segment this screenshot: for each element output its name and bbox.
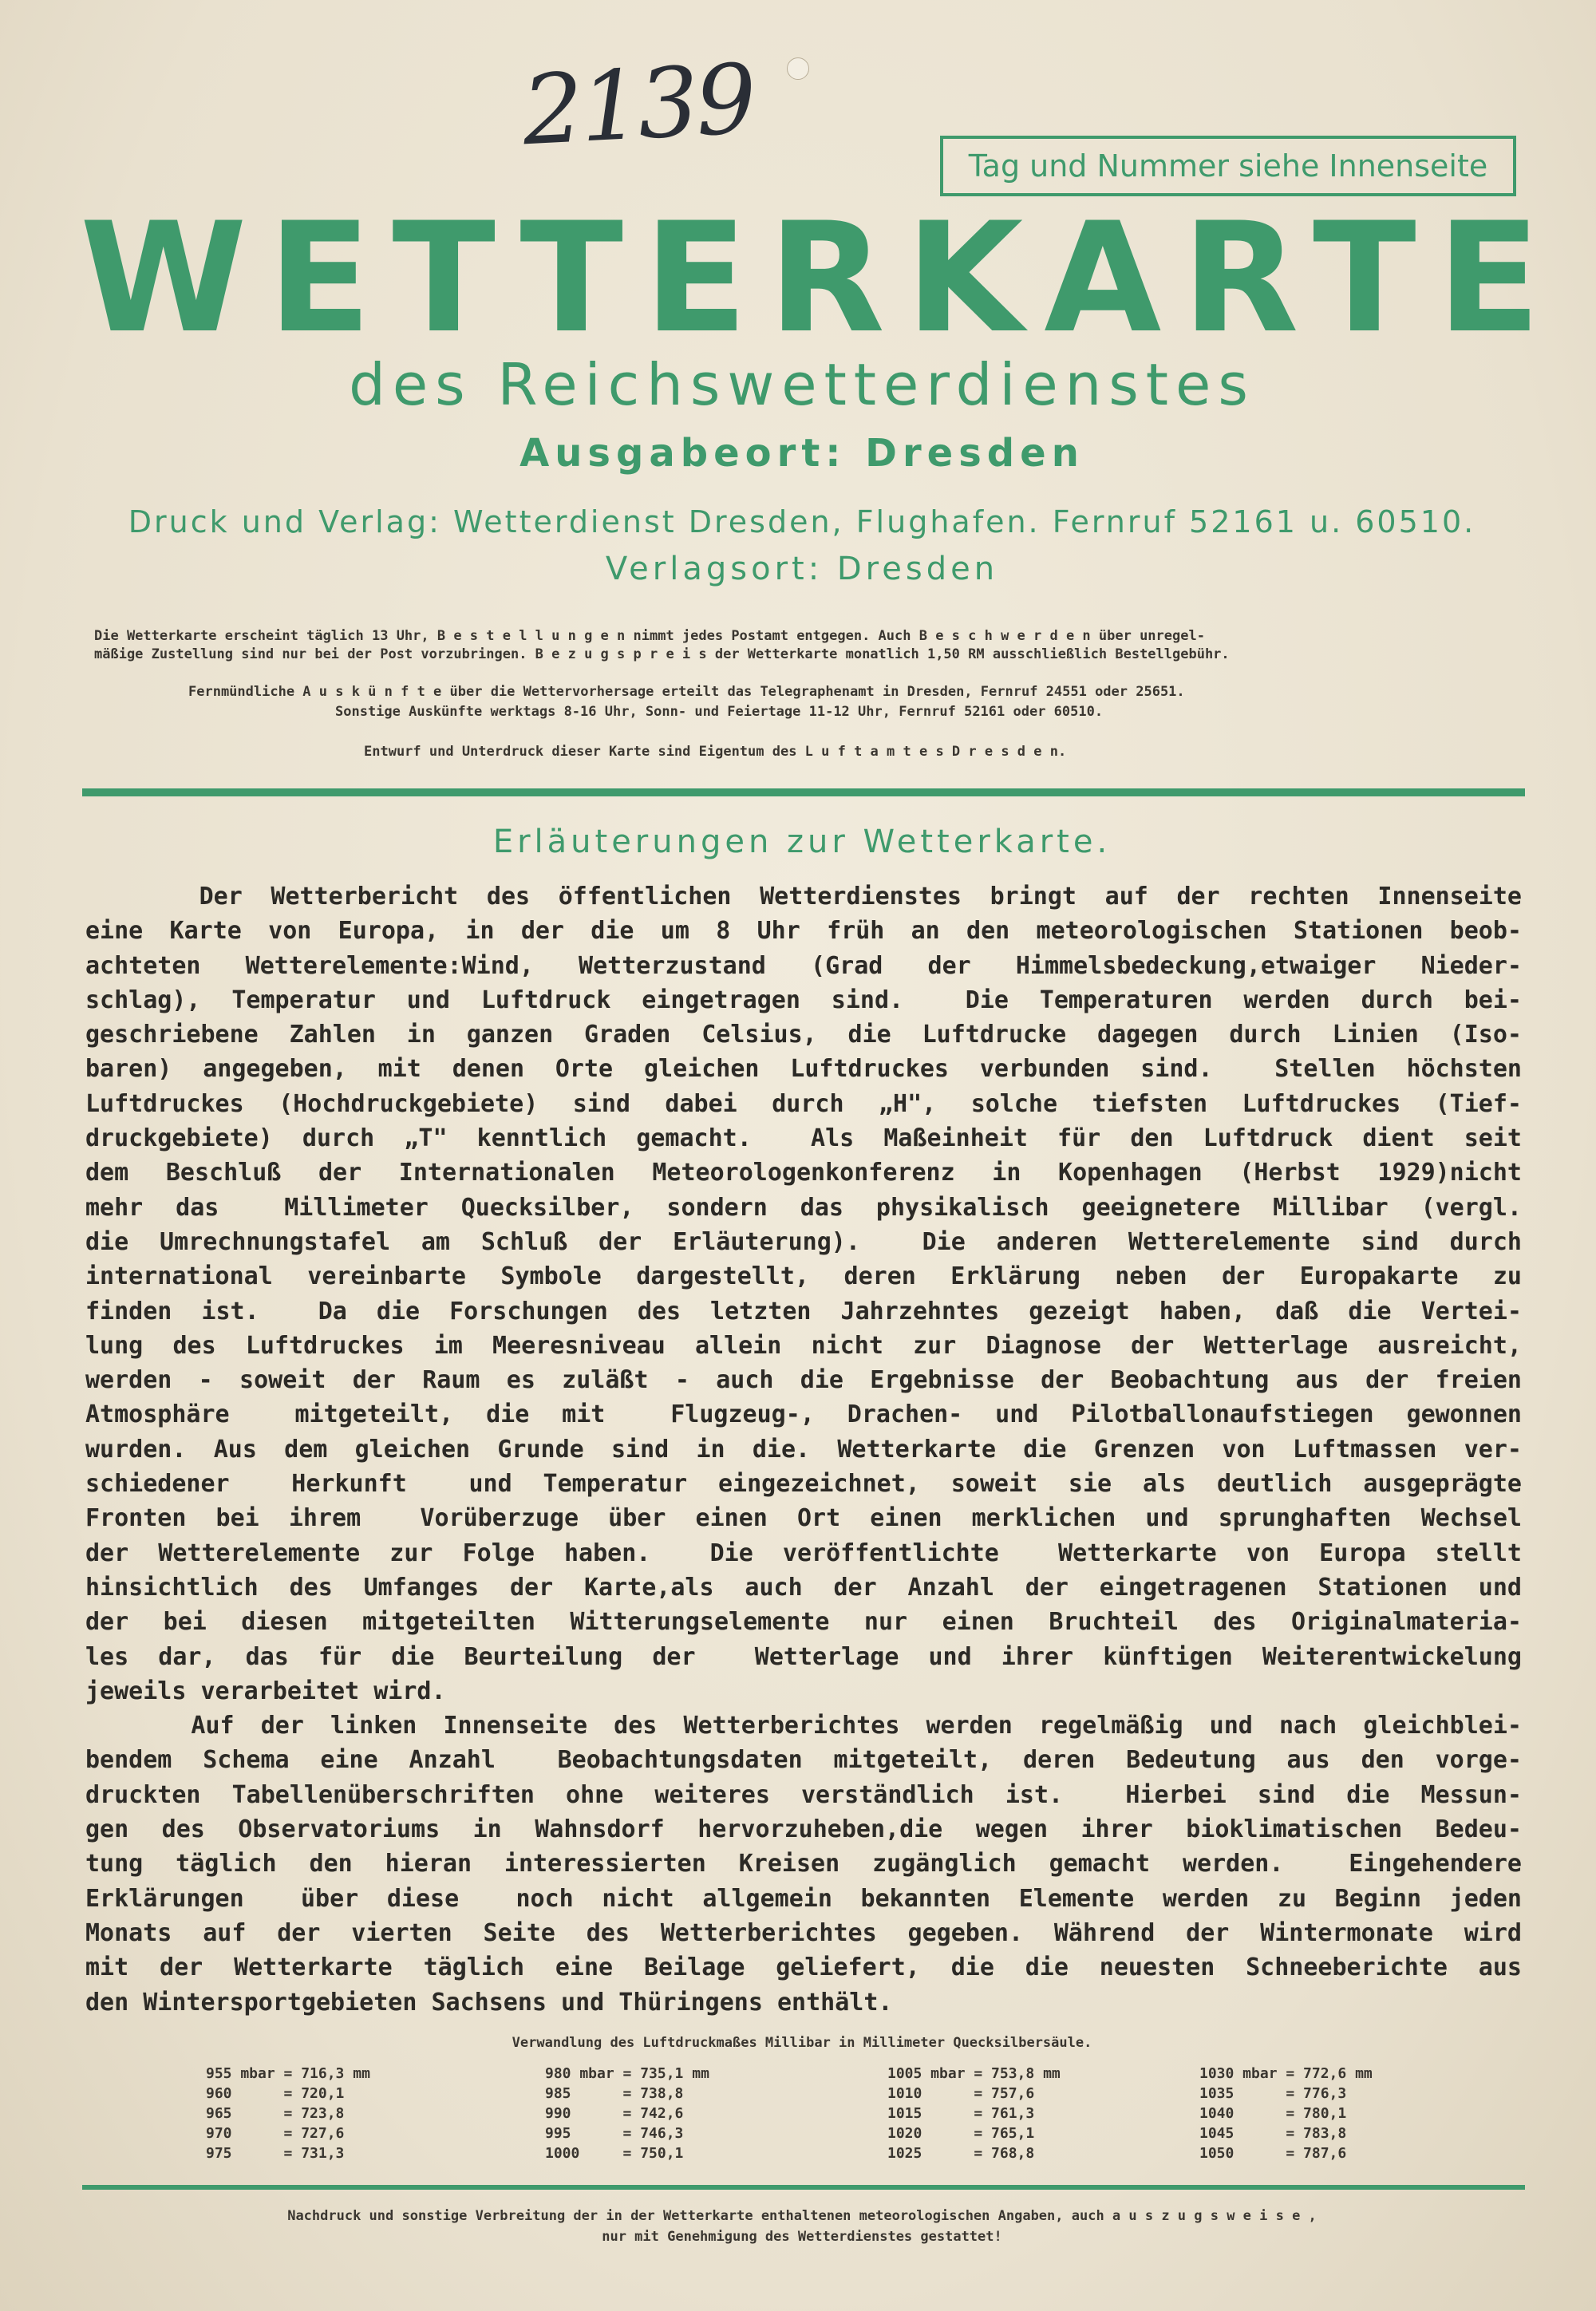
conversion-column-3 [887, 2065, 1061, 2165]
body-line: bendem Schema eine Anzahl Beobachtungsdaten mitgeteilt, deren Bedeutung aus den vorge- [85, 1746, 1522, 1775]
conversion-row: 980 mbar = 735,1 mm [545, 2065, 709, 2082]
body-line: finden ist. Da die Forschungen des letzten Jahrzehntes gezeigt haben, daß die Vertei- [85, 1297, 1522, 1325]
body-line: druckten Tabellenüberschriften ohne weiteres verständlich ist. Hierbei sind die Messun- [85, 1780, 1522, 1809]
conversion-column-4 [1199, 2065, 1373, 2165]
body-line: den Wintersportgebieten Sachsens und Thüringens enthält. [85, 1988, 893, 2017]
body-line: druckgebiete) durch „T" kenntlich gemacht. Als Maßeinheit für den Luftdruck dient seit [85, 1124, 1522, 1153]
body-line: Luftdruckes (Hochdruckgebiete) sind dabei durch „H", solche tiefsten Luftdruckes (Tief- [85, 1089, 1522, 1118]
body-line: Der Wetterbericht des öffentlichen Wetterdienstes bringt auf der rechten Innenseite [85, 883, 1522, 911]
body-line: hinsichtlich des Umfanges der Karte,als auch der Anzahl der eingetragenen Stationen und [85, 1573, 1522, 1602]
body-line: dem Beschluß der Internationalen Meteorologenkonferenz in Kopenhagen (Herbst 1929)nicht [85, 1159, 1522, 1187]
conversion-row: 955 mbar = 716,3 mm [206, 2065, 370, 2082]
body-line: baren) angegeben, mit denen Orte gleichen Luftdruckes verbunden sind. Stellen höchsten [85, 1055, 1522, 1084]
body-line: Auf der linken Innenseite des Wetterberichtes werden regelmäßig und nach gleichblei- [85, 1712, 1522, 1740]
footer-line-2: nur mit Genehmigung des Wetterdienstes gestattet! [602, 2229, 1002, 2245]
masthead-title: WETTERKARTE [80, 190, 1562, 366]
conversion-row: 1020 = 765,1 [887, 2125, 1035, 2142]
explanation-text [85, 879, 1522, 2020]
body-line: Monats auf der vierten Seite des Wetterberichtes gegeben. Während der Wintermonate wird [85, 1918, 1522, 1947]
body-line: Erklärungen über diese noch nicht allgemein bekannten Elemente werden zu Beginn jeden [85, 1884, 1522, 1913]
body-line: werden - soweit der Raum es zuläßt - auch die Ergebnisse der Beobachtung aus der freien [85, 1366, 1522, 1395]
footer-line-1: Nachdruck und sonstige Verbreitung der in der Wetterkarte enthaltenen meteorologischen Angaben, auch a u s z u g s w e i s e , [287, 2208, 1317, 2224]
body-line: der Wetterelemente zur Folge haben. Die veröffentlichte Wetterkarte von Europa stellt [85, 1539, 1522, 1567]
body-line: eine Karte von Europa, in der die um 8 Uhr früh an den meteorologischen Stationen beob- [85, 917, 1522, 946]
body-line: die Umrechnungstafel am Schluß der Erläuterung). Die anderen Wetterelemente sind durch [85, 1227, 1522, 1256]
body-line: lung des Luftdruckes im Meeresniveau allein nicht zur Diagnose der Wetterlage ausreicht, [85, 1331, 1522, 1360]
verlagsort: Verlagsort: Dresden [605, 551, 999, 587]
body-line: schlag), Temperatur und Luftdruck eingetragen sind. Die Temperaturen werden durch bei- [85, 986, 1522, 1014]
conversion-table-title: Verwandlung des Luftdruckmaßes Millibar in Millimeter Quecksilbersäule. [512, 2035, 1092, 2051]
conversion-row: 995 = 746,3 [545, 2125, 684, 2142]
body-line: Atmosphäre mitgeteilt, die mit Flugzeug-, Drachen- und Pilotballonaufstiegen gewonnen [85, 1400, 1522, 1429]
body-line: les dar, das für die Beurteilung der Wetterlage und ihrer künftigen Weiterentwickelung [85, 1642, 1522, 1671]
notice-line-2: mäßige Zustellung sind nur bei der Post vorzubringen. B e z u g s p r e i s der Wetterkarte monatlich 1,50 RM ausschließlich Bestellgebühr. [94, 646, 1230, 662]
divider-bottom [82, 2185, 1525, 2190]
copyright-footer [80, 2206, 1524, 2247]
body-line: geschriebene Zahlen in ganzen Graden Celsius, die Luftdrucke dagegen durch Linien (Iso- [85, 1021, 1522, 1049]
conversion-row: 965 = 723,8 [206, 2105, 345, 2122]
divider-top [82, 788, 1525, 796]
conversion-row: 960 = 720,1 [206, 2085, 345, 2102]
body-line: international vereinbarte Symbole dargestellt, deren Erklärung neben der Europakarte zu [85, 1262, 1522, 1291]
conversion-row: 1025 = 768,8 [887, 2145, 1035, 2162]
notice-line-3: Fernmündliche A u s k ü n f t e über die Wettervorhersage erteilt das Telegraphenamt in Dresden, Fernruf 24551 oder 25651. [188, 684, 1185, 700]
masthead-subtitle: des Reichswetterdienstes [349, 351, 1255, 418]
body-line: wurden. Aus dem gleichen Grunde sind in die. Wetterkarte die Grenzen von Luftmassen ver- [85, 1435, 1522, 1464]
body-line: der bei diesen mitgeteilten Witterungselemente nur einen Bruchteil des Originalmateria- [85, 1608, 1522, 1637]
body-line: mehr das Millimeter Quecksilber, sondern das physikalisch geeignetere Millibar (vergl. [85, 1193, 1522, 1222]
punch-hole [787, 57, 809, 80]
body-line: jeweils verarbeitet wird. [85, 1677, 446, 1705]
body-line: Fronten bei ihrem Vorüberzuge über einen Ort einen merklichen und sprunghaften Wechsel [85, 1504, 1522, 1533]
conversion-row: 1015 = 761,3 [887, 2105, 1035, 2122]
body-line: gen des Observatoriums in Wahnsdorf hervorzuheben,die wegen ihrer bioklimatischen Bedeu- [85, 1815, 1522, 1844]
conversion-row: 1005 mbar = 753,8 mm [887, 2065, 1061, 2082]
notice-line-5: Entwurf und Unterdruck dieser Karte sind Eigentum des L u f t a m t e s D r e s d e n. [364, 744, 1067, 760]
conversion-row: 1010 = 757,6 [887, 2085, 1035, 2102]
conversion-row: 985 = 738,8 [545, 2085, 684, 2102]
body-line: achteten Wetterelemente:Wind, Wetterzustand (Grad der Himmelsbedeckung,etwaiger Nieder- [85, 951, 1522, 980]
conversion-row: 970 = 727,6 [206, 2125, 345, 2142]
conversion-row: 1035 = 776,3 [1199, 2085, 1347, 2102]
notice-line-4: Sonstige Auskünfte werktags 8-16 Uhr, Sonn- und Feiertage 11-12 Uhr, Fernruf 52161 oder 60510. [335, 704, 1104, 720]
conversion-column-1 [206, 2065, 370, 2165]
conversion-row: 1040 = 780,1 [1199, 2105, 1347, 2122]
body-line: mit der Wetterkarte täglich eine Beilage geliefert, die die neuesten Schneeberichte aus [85, 1953, 1522, 1982]
publisher-line: Druck und Verlag: Wetterdienst Dresden, Flughafen. Fernruf 52161 u. 60510. [128, 504, 1476, 539]
conversion-row: 1030 mbar = 772,6 mm [1199, 2065, 1373, 2082]
date-number-stamp: Tag und Nummer siehe Innenseite [940, 136, 1516, 196]
notice-line-1: Die Wetterkarte erscheint täglich 13 Uhr, B e s t e l l u n g e n nimmt jedes Postamt entgegen. Auch B e s c h w e r d e n über unregel- [94, 628, 1205, 644]
conversion-row: 990 = 742,6 [545, 2105, 684, 2122]
body-line: tung täglich den hieran interessierten Kreisen zugänglich gemacht werden. Eingehendere [85, 1850, 1522, 1878]
conversion-row: 975 = 731,3 [206, 2145, 345, 2162]
conversion-column-2 [545, 2065, 709, 2165]
section-heading: Erläuterungen zur Wetterkarte. [492, 824, 1112, 860]
conversion-row: 1045 = 783,8 [1199, 2125, 1347, 2142]
body-line: schiedener Herkunft und Temperatur eingezeichnet, soweit sie als deutlich ausgeprägte [85, 1470, 1522, 1499]
ausgabeort: Ausgabeort: Dresden [519, 431, 1084, 476]
handwritten-number: 2139 [519, 44, 757, 168]
conversion-row: 1050 = 787,6 [1199, 2145, 1347, 2162]
conversion-row: 1000 = 750,1 [545, 2145, 684, 2162]
